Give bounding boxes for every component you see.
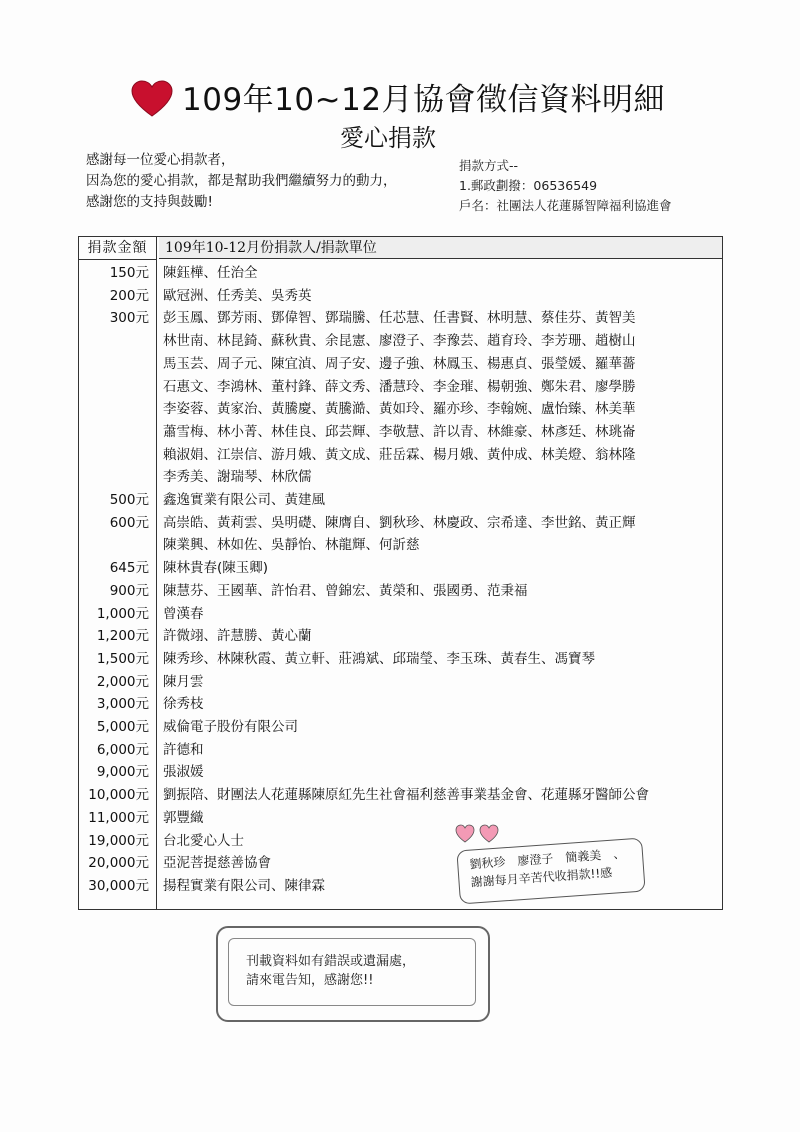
donation-amount: 1,500元 — [96, 650, 149, 667]
table-row — [79, 262, 722, 285]
note-line: 劉秋珍 廖澄子 簡義美 、 — [469, 846, 626, 872]
donation-amount: 645元 — [109, 560, 149, 577]
donation-amount: 200元 — [109, 287, 149, 304]
table-row — [79, 603, 722, 626]
donor-line: 陳慧芬、王國華、許怡君、曾錦宏、黃榮和、張國勇、范秉福 — [163, 582, 528, 599]
donor-line: 李秀美、謝瑞琴、林欣儒 — [163, 469, 312, 486]
header-donors: 109年10-12月份捐款人/捐款單位 — [159, 237, 722, 259]
donor-names — [163, 739, 711, 762]
donor-line: 徐秀枝 — [163, 696, 204, 713]
donor-line: 陳鈺樺、任治全 — [163, 265, 258, 281]
donor-line: 李姿蓉、黃家治、黃騰慶、黃騰澔、黃如玲、羅亦珍、李翰婉、盧怡臻、林美華 — [163, 401, 636, 418]
donor-line: 陳業興、林如佐、吳靜怡、林龍輝、何訢慈 — [163, 537, 420, 554]
donor-line: 鑫逸實業有限公司、黃建風 — [163, 492, 325, 509]
note-text — [246, 952, 415, 990]
table-row — [79, 625, 722, 648]
donor-names — [163, 625, 711, 648]
donation-amount: 2,000元 — [96, 673, 149, 690]
donor-line: 馬玉芸、周子元、陳宜湞、周子安、邊子強、林鳳玉、楊惠貞、張瑩媛、羅華薔 — [163, 355, 636, 372]
donor-names — [163, 307, 711, 489]
note-line: 請來電告知，感謝您!! — [246, 973, 374, 988]
payment-line: 1.郵政劃撥：06536549 — [459, 178, 598, 193]
donor-line: 曾漢春 — [163, 605, 204, 622]
donation-amount: 19,000元 — [88, 832, 149, 849]
donor-names — [163, 603, 711, 626]
donation-amount: 500元 — [109, 492, 149, 509]
donor-names — [163, 557, 711, 580]
table-rows — [79, 262, 722, 898]
donation-amount: 6,000元 — [96, 741, 149, 758]
table-row — [79, 285, 722, 308]
donor-line: 郭豐織 — [163, 809, 204, 826]
donor-line: 高崇皓、黃莉雲、吳明礎、陳膺自、劉秋珍、林慶政、宗希達、李世銘、黃正輝 — [163, 514, 636, 531]
donor-line: 劉振陪、財團法人花蓮縣陳原紅先生社會福利慈善事業基金會、花蓮縣牙醫師公會 — [163, 787, 649, 804]
donation-amount: 9,000元 — [96, 764, 149, 781]
donor-line: 揚程實業有限公司、陳律霖 — [163, 877, 325, 894]
table-row — [79, 648, 722, 671]
payment-line: 戶名：社團法人花蓮縣智障福利協進會 — [459, 198, 672, 213]
table-row — [79, 557, 722, 580]
thanks-line: 感謝您的支持與鼓勵! — [86, 194, 213, 210]
table-row — [79, 489, 722, 512]
donor-line: 許德和 — [163, 741, 204, 758]
table-row — [79, 784, 722, 807]
payment-info — [459, 156, 672, 216]
thanks-note — [450, 832, 650, 898]
donor-names — [163, 671, 711, 694]
donor-line: 石惠文、李鴻林、董村鋒、薛文秀、潘慧玲、李金璀、楊朝強、鄭朱君、廖學勝 — [163, 378, 636, 395]
payment-line: 捐款方式-- — [459, 158, 519, 173]
thanks-line: 因為您的愛心捐款，都是幫助我們繼續努力的動力， — [86, 173, 397, 189]
donor-names — [163, 580, 711, 603]
table-row — [79, 716, 722, 739]
donor-names — [163, 489, 711, 512]
donor-line: 陳月雲 — [163, 673, 204, 690]
table-row — [79, 739, 722, 762]
donation-amount: 1,200元 — [96, 628, 149, 645]
donation-amount: 10,000元 — [88, 787, 149, 804]
donation-amount: 150元 — [109, 265, 149, 281]
donor-line: 台北愛心人士 — [163, 832, 244, 849]
correction-note — [206, 920, 506, 1025]
donor-names — [163, 761, 711, 784]
page-subtitle: 愛心捐款 — [340, 124, 436, 152]
donation-table — [78, 236, 723, 910]
donation-amount: 11,000元 — [88, 809, 149, 826]
donor-names — [163, 512, 711, 557]
table-row — [79, 671, 722, 694]
donor-names — [163, 262, 711, 285]
table-row — [79, 580, 722, 603]
donor-names — [163, 285, 711, 308]
donor-line: 賴淑娟、江崇信、游月娥、黃文成、莊岳霖、楊月娥、黃仲成、林美燈、翁林隆 — [163, 446, 636, 463]
donor-line: 歐冠洲、任秀美、吳秀英 — [163, 287, 312, 304]
donation-amount: 5,000元 — [96, 719, 149, 736]
donation-amount: 300元 — [109, 310, 149, 327]
heart-icon — [130, 80, 174, 118]
donor-line: 威倫電子股份有限公司 — [163, 719, 298, 736]
donor-names — [163, 807, 711, 830]
donor-names — [163, 784, 711, 807]
note-line: 謝謝每月辛苦代收捐款!!感 — [470, 865, 613, 890]
donor-names — [163, 693, 711, 716]
donation-amount: 30,000元 — [88, 877, 149, 894]
donation-amount: 20,000元 — [88, 855, 149, 872]
donor-line: 亞泥菩提慈善協會 — [163, 855, 271, 872]
donor-line: 陳林貴春(陳玉卿) — [163, 560, 269, 577]
thanks-line: 感謝每一位愛心捐款者， — [86, 152, 235, 168]
header-amount: 捐款金額 — [79, 237, 156, 260]
table-row — [79, 512, 722, 557]
table-row — [79, 807, 722, 830]
note-line: 刊載資料如有錯誤或遺漏處， — [246, 954, 416, 969]
donor-line: 彭玉鳳、鄧芳雨、鄧偉智、鄧瑞騰、任芯慧、任書賢、林明慧、蔡佳芬、黃智美 — [163, 310, 636, 327]
table-row — [79, 693, 722, 716]
donor-names — [163, 716, 711, 739]
donor-line: 陳秀珍、林陳秋霞、黃立軒、莊鴻斌、邱瑞瑩、李玉珠、黃春生、馮寶琴 — [163, 650, 595, 667]
donor-line: 蕭雪梅、林小菁、林佳良、邱芸輝、李敬慧、許以青、林維豪、林彥廷、林珧崙 — [163, 423, 636, 440]
donation-amount: 1,000元 — [96, 605, 149, 622]
page-title: 109年10~12月協會徵信資料明細 — [182, 82, 666, 118]
donation-amount: 900元 — [109, 582, 149, 599]
table-row — [79, 761, 722, 784]
donation-amount: 600元 — [109, 514, 149, 531]
donor-names — [163, 648, 711, 671]
title-row — [130, 74, 690, 118]
thanks-message — [86, 150, 397, 213]
donor-line: 許微翊、許慧勝、黃心蘭 — [163, 628, 312, 645]
table-row — [79, 307, 722, 489]
donation-amount: 3,000元 — [96, 696, 149, 713]
donor-line: 張淑媛 — [163, 764, 204, 781]
donor-line: 林世南、林昆錡、蘇秋貴、余昆憲、廖澄子、李豫芸、趙育玲、李芳珊、趙樹山 — [163, 333, 636, 350]
